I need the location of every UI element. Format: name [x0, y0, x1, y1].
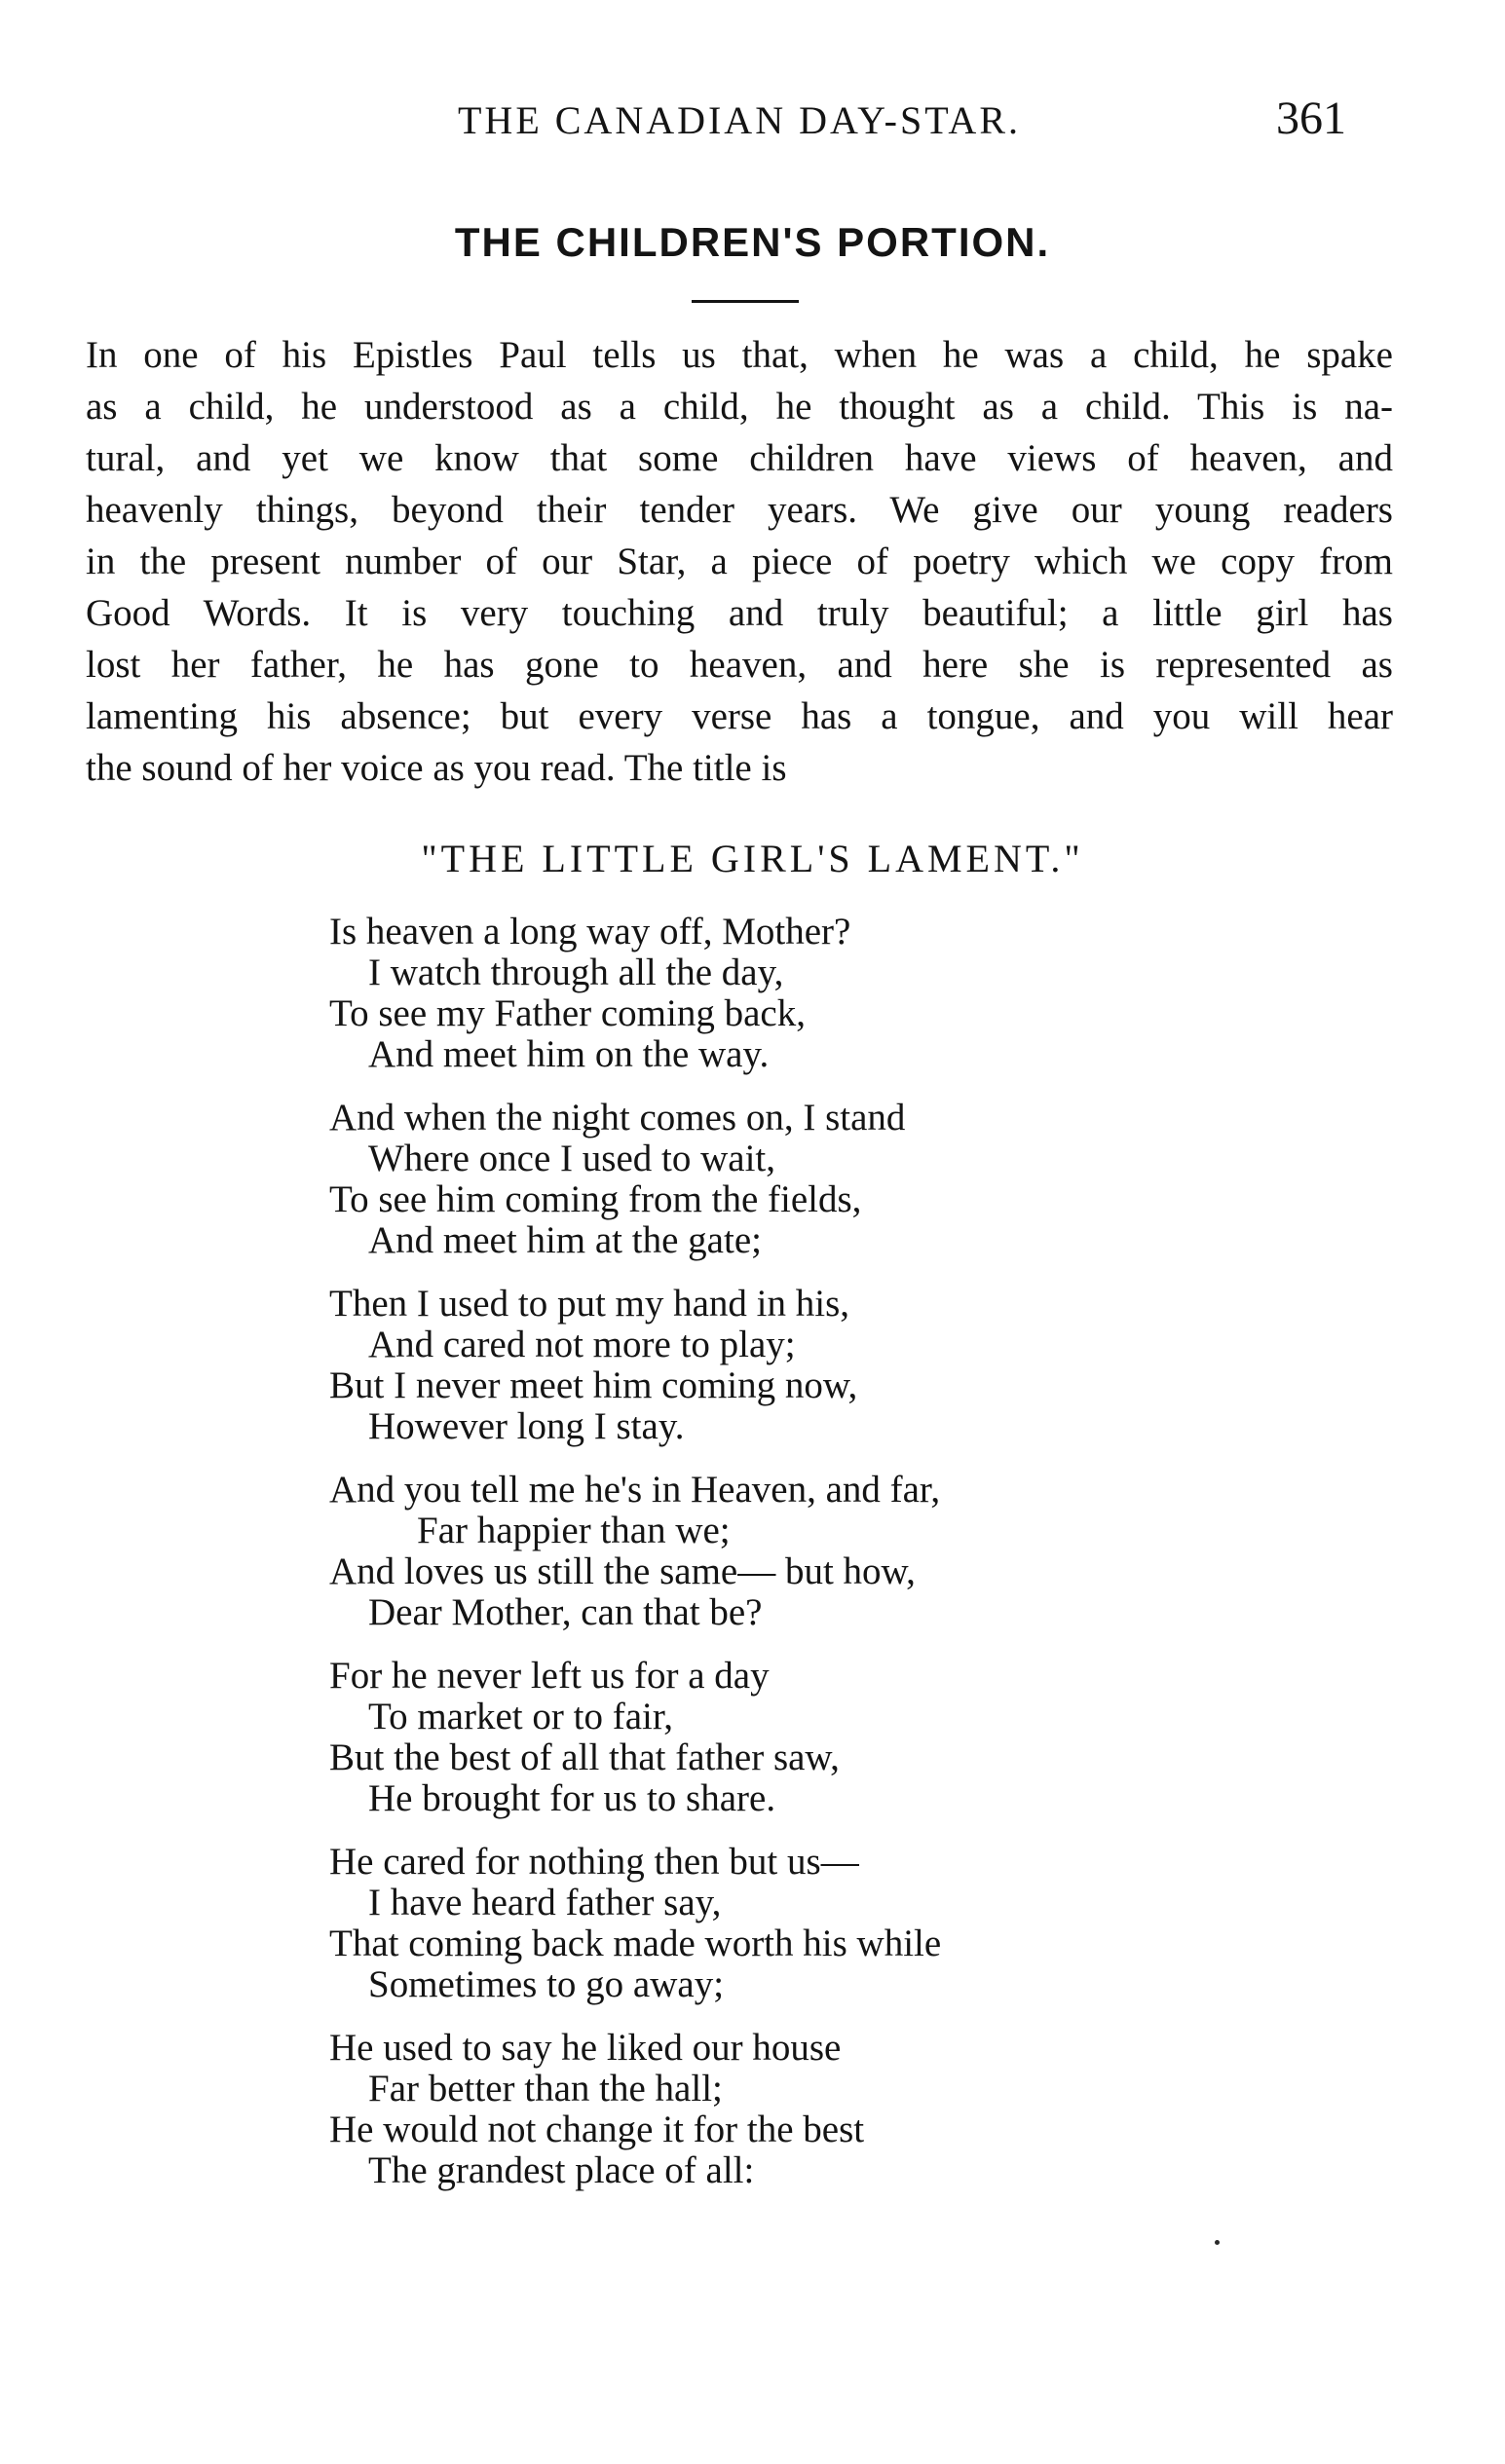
page-number: 361 — [1276, 93, 1346, 144]
poem-line: However long I stay. — [368, 1405, 685, 1447]
poem-line: I have heard father say, — [368, 1882, 722, 1923]
poem-line: Far better than the hall; — [368, 2068, 723, 2109]
poem-line: The grandest place of all: — [368, 2149, 755, 2191]
poem — [329, 912, 1303, 2214]
intro-paragraph — [86, 329, 1393, 794]
poem-line: But I never meet him coming now, — [329, 1364, 858, 1406]
poem-title: "THE LITTLE GIRL'S LAMENT." — [421, 837, 1084, 880]
section-title: THE CHILDREN'S PORTION. — [454, 219, 1051, 265]
poem-line: And when the night comes on, I stand — [329, 1097, 906, 1139]
poem-line: For he never left us for a day — [329, 1655, 770, 1697]
poem-line: Then I used to put my hand in his, — [329, 1283, 850, 1325]
poem-line: But the best of all that father saw, — [329, 1736, 840, 1778]
poem-line: That coming back made worth his while — [329, 1923, 942, 1964]
intro-line: tural, and yet we know that some children have views of heaven, and — [86, 437, 1393, 479]
stanza — [329, 1470, 1303, 1633]
intro-line: as a child, he understood as a child, he thought as a child. This is na- — [86, 386, 1393, 428]
stanza — [329, 912, 1303, 1075]
poem-line: To see him coming from the fields, — [329, 1178, 862, 1220]
intro-line: Good Words. It is very touching and truly beautiful; a little girl has — [86, 592, 1393, 634]
poem-line: Far happier than we; — [417, 1510, 731, 1551]
intro-line: in the present number of our Star, a piece of poetry which we copy from — [86, 541, 1393, 582]
poem-line: He would not change it for the best — [329, 2109, 865, 2150]
intro-line: the sound of her voice as you read. The title is — [86, 747, 787, 789]
poem-line: And meet him at the gate; — [368, 1219, 762, 1261]
stanza — [329, 1284, 1303, 1447]
poem-line: He brought for us to share. — [368, 1777, 776, 1819]
poem-line: To market or to fair, — [368, 1696, 674, 1737]
poem-line: And meet him on the way. — [368, 1033, 770, 1075]
intro-line: heavenly things, beyond their tender years. We give our young readers — [86, 489, 1393, 531]
stanza — [329, 1842, 1303, 2005]
poem-line: I watch through all the day, — [368, 952, 784, 993]
intro-line: In one of his Epistles Paul tells us that, when he was a child, he spake — [86, 334, 1393, 376]
title-rule — [692, 300, 799, 303]
stanza — [329, 1656, 1303, 1819]
stanza — [329, 1098, 1303, 1261]
stanza — [329, 2028, 1303, 2191]
intro-line: lamenting his absence; but every verse has a tongue, and you will hear — [86, 695, 1393, 737]
poem-line: Where once I used to wait, — [368, 1138, 775, 1179]
poem-line: And you tell me he's in Heaven, and far, — [329, 1469, 941, 1511]
poem-line: He used to say he liked our house — [329, 2027, 842, 2069]
poem-line: He cared for nothing then but us— — [329, 1841, 859, 1883]
poem-line: Dear Mother, can that be? — [368, 1591, 763, 1633]
poem-line: And cared not more to play; — [368, 1324, 796, 1365]
intro-line: lost her father, he has gone to heaven, and here she is represented as — [86, 644, 1393, 686]
ink-speck — [1215, 2240, 1220, 2245]
poem-line: And loves us still the same— but how, — [329, 1550, 916, 1592]
poem-line: Is heaven a long way off, Mother? — [329, 911, 851, 952]
running-head: THE CANADIAN DAY-STAR. — [458, 98, 1021, 142]
poem-line: Sometimes to go away; — [368, 1963, 725, 2005]
poem-line: To see my Father coming back, — [329, 992, 806, 1034]
